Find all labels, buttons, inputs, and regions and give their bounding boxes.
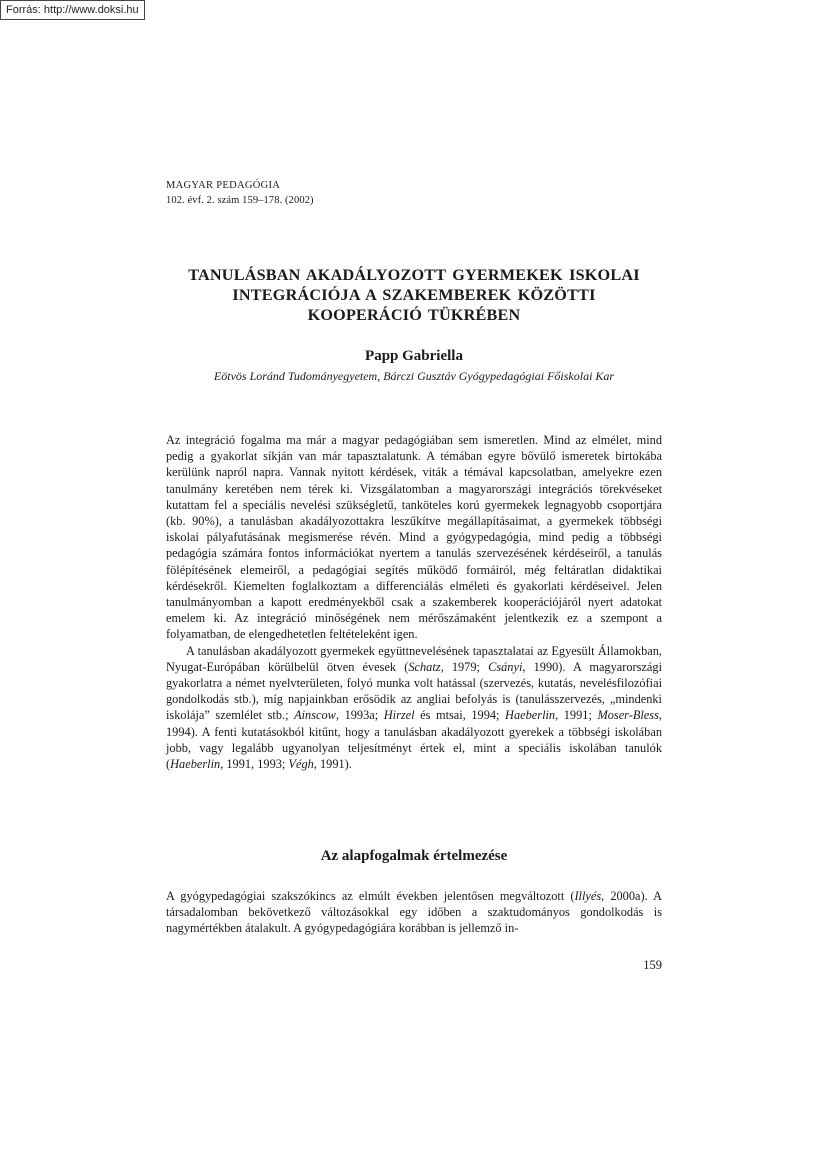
citation: Hirzel xyxy=(383,708,415,723)
title-line-2: INTEGRÁCIÓJA A SZAKEMBEREK KÖZÖTTI xyxy=(232,286,596,304)
text-run: , 1993a; xyxy=(335,708,384,723)
journal-issue: 102. évf. 2. szám 159–178. (2002) xyxy=(166,195,314,206)
text-run: A gyógypedagógiai szakszókincs az elmúlt években jelentősen megváltozott ( xyxy=(166,889,575,903)
text-run: , 1979; xyxy=(440,659,489,674)
section-body xyxy=(166,888,662,937)
text-run: A tanulásban akadályozott gyermekek együttnevelésének tapasztalatai az Egyesült Államokban, Nyugat-Európában körülbelül ötven évesek ( xyxy=(166,643,662,674)
article-title xyxy=(166,265,662,325)
title-line-1: TANULÁSBAN AKADÁLYOZOTT GYERMEKEK ISKOLAI xyxy=(188,266,640,284)
citation: Csányi xyxy=(488,659,523,674)
journal-info xyxy=(166,178,314,208)
abstract xyxy=(166,432,662,772)
author-name: Papp Gabriella xyxy=(365,348,463,364)
citation: Schatz xyxy=(408,659,441,674)
text-run: , 1994). A fenti kutatásokból kitűnt, hogy a tanulásban akadályozott gyerekek a többségi iskolában jobb, vagy legalább ugyanolyan teljesítményt értek el, mint a speciális iskolában tanulók ( xyxy=(166,708,662,772)
citation: Moser-Bless xyxy=(597,708,659,723)
text-run: , 1991). xyxy=(313,757,352,772)
text-run: , 1991; xyxy=(555,708,598,723)
page xyxy=(166,0,662,1170)
text-run: , 1991, 1993; xyxy=(220,757,289,772)
citation: Ainscow xyxy=(294,708,336,723)
journal-name: MAGYAR PEDAGÓGIA xyxy=(166,180,281,191)
citation: Végh xyxy=(288,757,314,772)
section-heading: Az alapfogalmak értelmezése xyxy=(320,848,508,864)
citation: Haeberlin xyxy=(505,708,556,723)
section-paragraph xyxy=(166,888,662,937)
text-run: és mtsai, 1994; xyxy=(414,708,506,723)
citation: Haeberlin xyxy=(170,757,221,772)
abstract-paragraph: Az integráció fogalma ma már a magyar pedagógiában sem ismeretlen. Mind az elmélet, mind pedig a gyakorlat síkján van már tapasztalatunk. A témában egyre bővülő ismeretek birtokába kerülünk napról napra. Vannak nyitott kérdések, viták a témával kapcsolatban, amelyekre ezen tanulmány keretében nem térek ki. Vizsgálatomban a magyarországi integrációs törekvéseket kutattam fel a speciális nevelési szükségletű, tanköteles korú gyermekek legnagyobb csoportjára (kb. 90%), a tanulásban akadályozottakra leszűkítve megállapításaimat, a gyermekek többségi iskolai pályafutásának megismerése révén. Mind a gyógypedagógia, mind pedig a többségi pedagógia számára fontos információkat nyertem a tanulás szervezésének kérdéseiről, a tanulás fölépítésének elemeiről, a pedagógiai segítés működő formáiról, még feltáratlan didaktikai kérdésekről. Kiemelten foglalkoztam a differenciálás elméleti és gyakorlati kérdéseivel. Jelen tanulmányomban a kapott eredményekből csak a szakemberek kooperációjáról nyert adatokat emelem ki. Az integráció minőségének nem mérőszámaként jelentkezik ez a szempont a folyamatban, de elengedhetetlen feltételeként igen. xyxy=(166,433,662,642)
intro-paragraph xyxy=(166,643,662,773)
text-run: , 2000a). A társadalomban bekövetkező változásokkal egy időben a szaktudományos gondolkodás is nagymértékben átalakult. A gyógypedagógiára korábban is jellemző in- xyxy=(166,889,662,936)
page-number: 159 xyxy=(643,958,662,972)
author-affiliation: Eötvös Loránd Tudományegyetem, Bárczi Gusztáv Gyógypedagógiai Főiskolai Kar xyxy=(213,369,615,383)
text-run: , 1990). A magyarországi gyakorlatra a német nyelvterületen, folyó munka volt hatással (szervezés, kutatás, nevelésfilozófiai gondolkodás stb.), míg napjainkban erősödik az angliai befolyás is (tanulásszervezés, „mindenki iskolája” szemlélet stb.; xyxy=(166,659,663,723)
title-line-3: KOOPERÁCIÓ TÜKRÉBEN xyxy=(307,306,521,324)
source-label: Forrás: http://www.doksi.hu xyxy=(0,0,145,20)
citation: Illyés xyxy=(574,889,602,903)
